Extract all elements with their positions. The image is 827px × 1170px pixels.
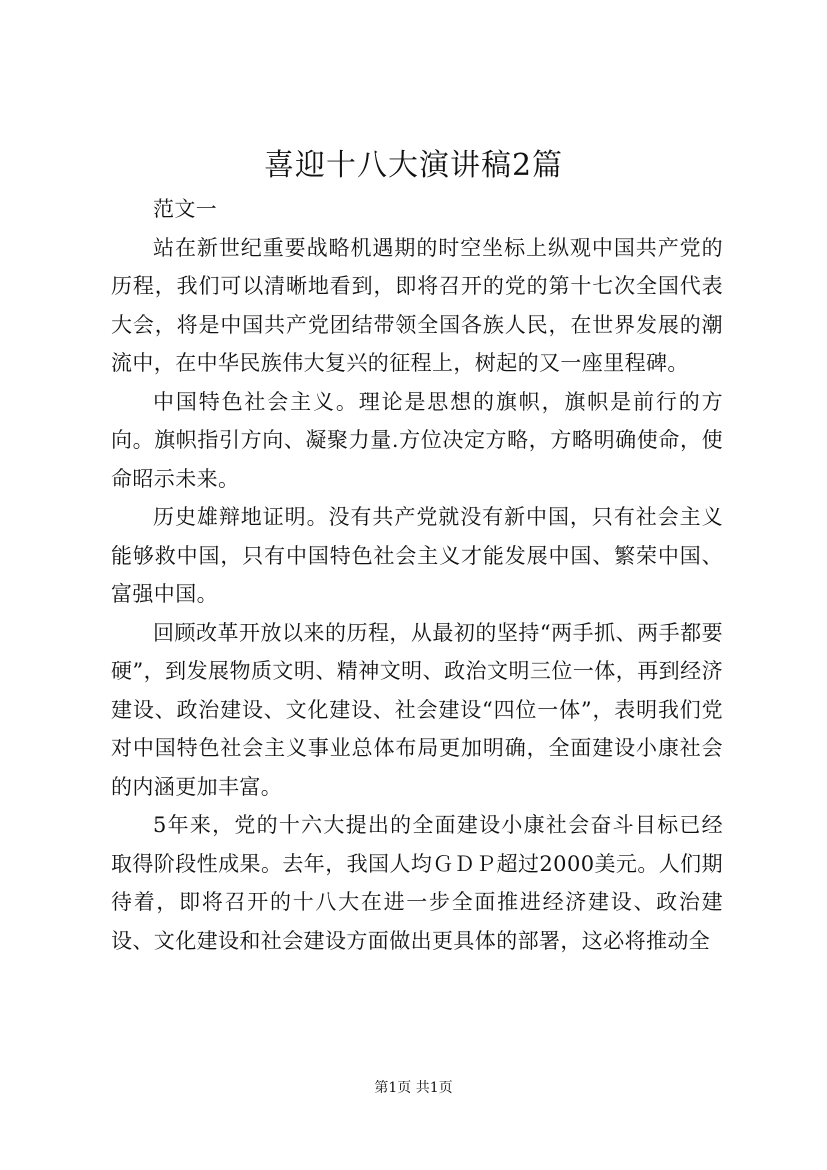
- paragraph: 历史雄辩地证明。没有共产党就没有新中国，只有社会主义能够救中国，只有中国特色社会主义才能发展中国、繁荣中国、富强中国。: [111, 505, 723, 606]
- paragraph: 范文一: [153, 197, 218, 221]
- paragraph: 5年来，党的十六大提出的全面建设小康社会奋斗目标已经取得阶段性成果。去年，我国人均ＧＤＰ超过2000美元。人们期待着，即将召开的十八大在进一步全面推进经济建设、政治建设、文化建设和社会建设方面做出更具体的部署，这必将推动全: [111, 813, 723, 953]
- page-footer: 第1页 共1页: [374, 1080, 453, 1096]
- paragraph: 站在新世纪重要战略机遇期的时空坐标上纵观中国共产党的历程，我们可以清晰地看到，即将召开的党的第十七次全国代表大会，将是中国共产党团结带领全国各族人民，在世界发展的潮流中，在中华民族伟大复兴的征程上，树起的又一座里程碑。: [111, 235, 723, 375]
- document-body: [111, 190, 723, 960]
- document-title: 喜迎十八大演讲稿2篇: [263, 148, 564, 183]
- paragraph: 回顾改革开放以来的历程，从最初的坚持“两手抓、两手都要硬”，到发展物质文明、精神文明、政治文明三位一体，再到经济建设、政治建设、文化建设、社会建设“四位一体”，表明我们党对中国特色社会主义事业总体布局更加明确，全面建设小康社会的内涵更加丰富。: [111, 620, 723, 799]
- paragraph: 中国特色社会主义。理论是思想的旗帜，旗帜是前行的方向。旗帜指引方向、凝聚力量.方位决定方略，方略明确使命，使命昭示未来。: [111, 389, 723, 491]
